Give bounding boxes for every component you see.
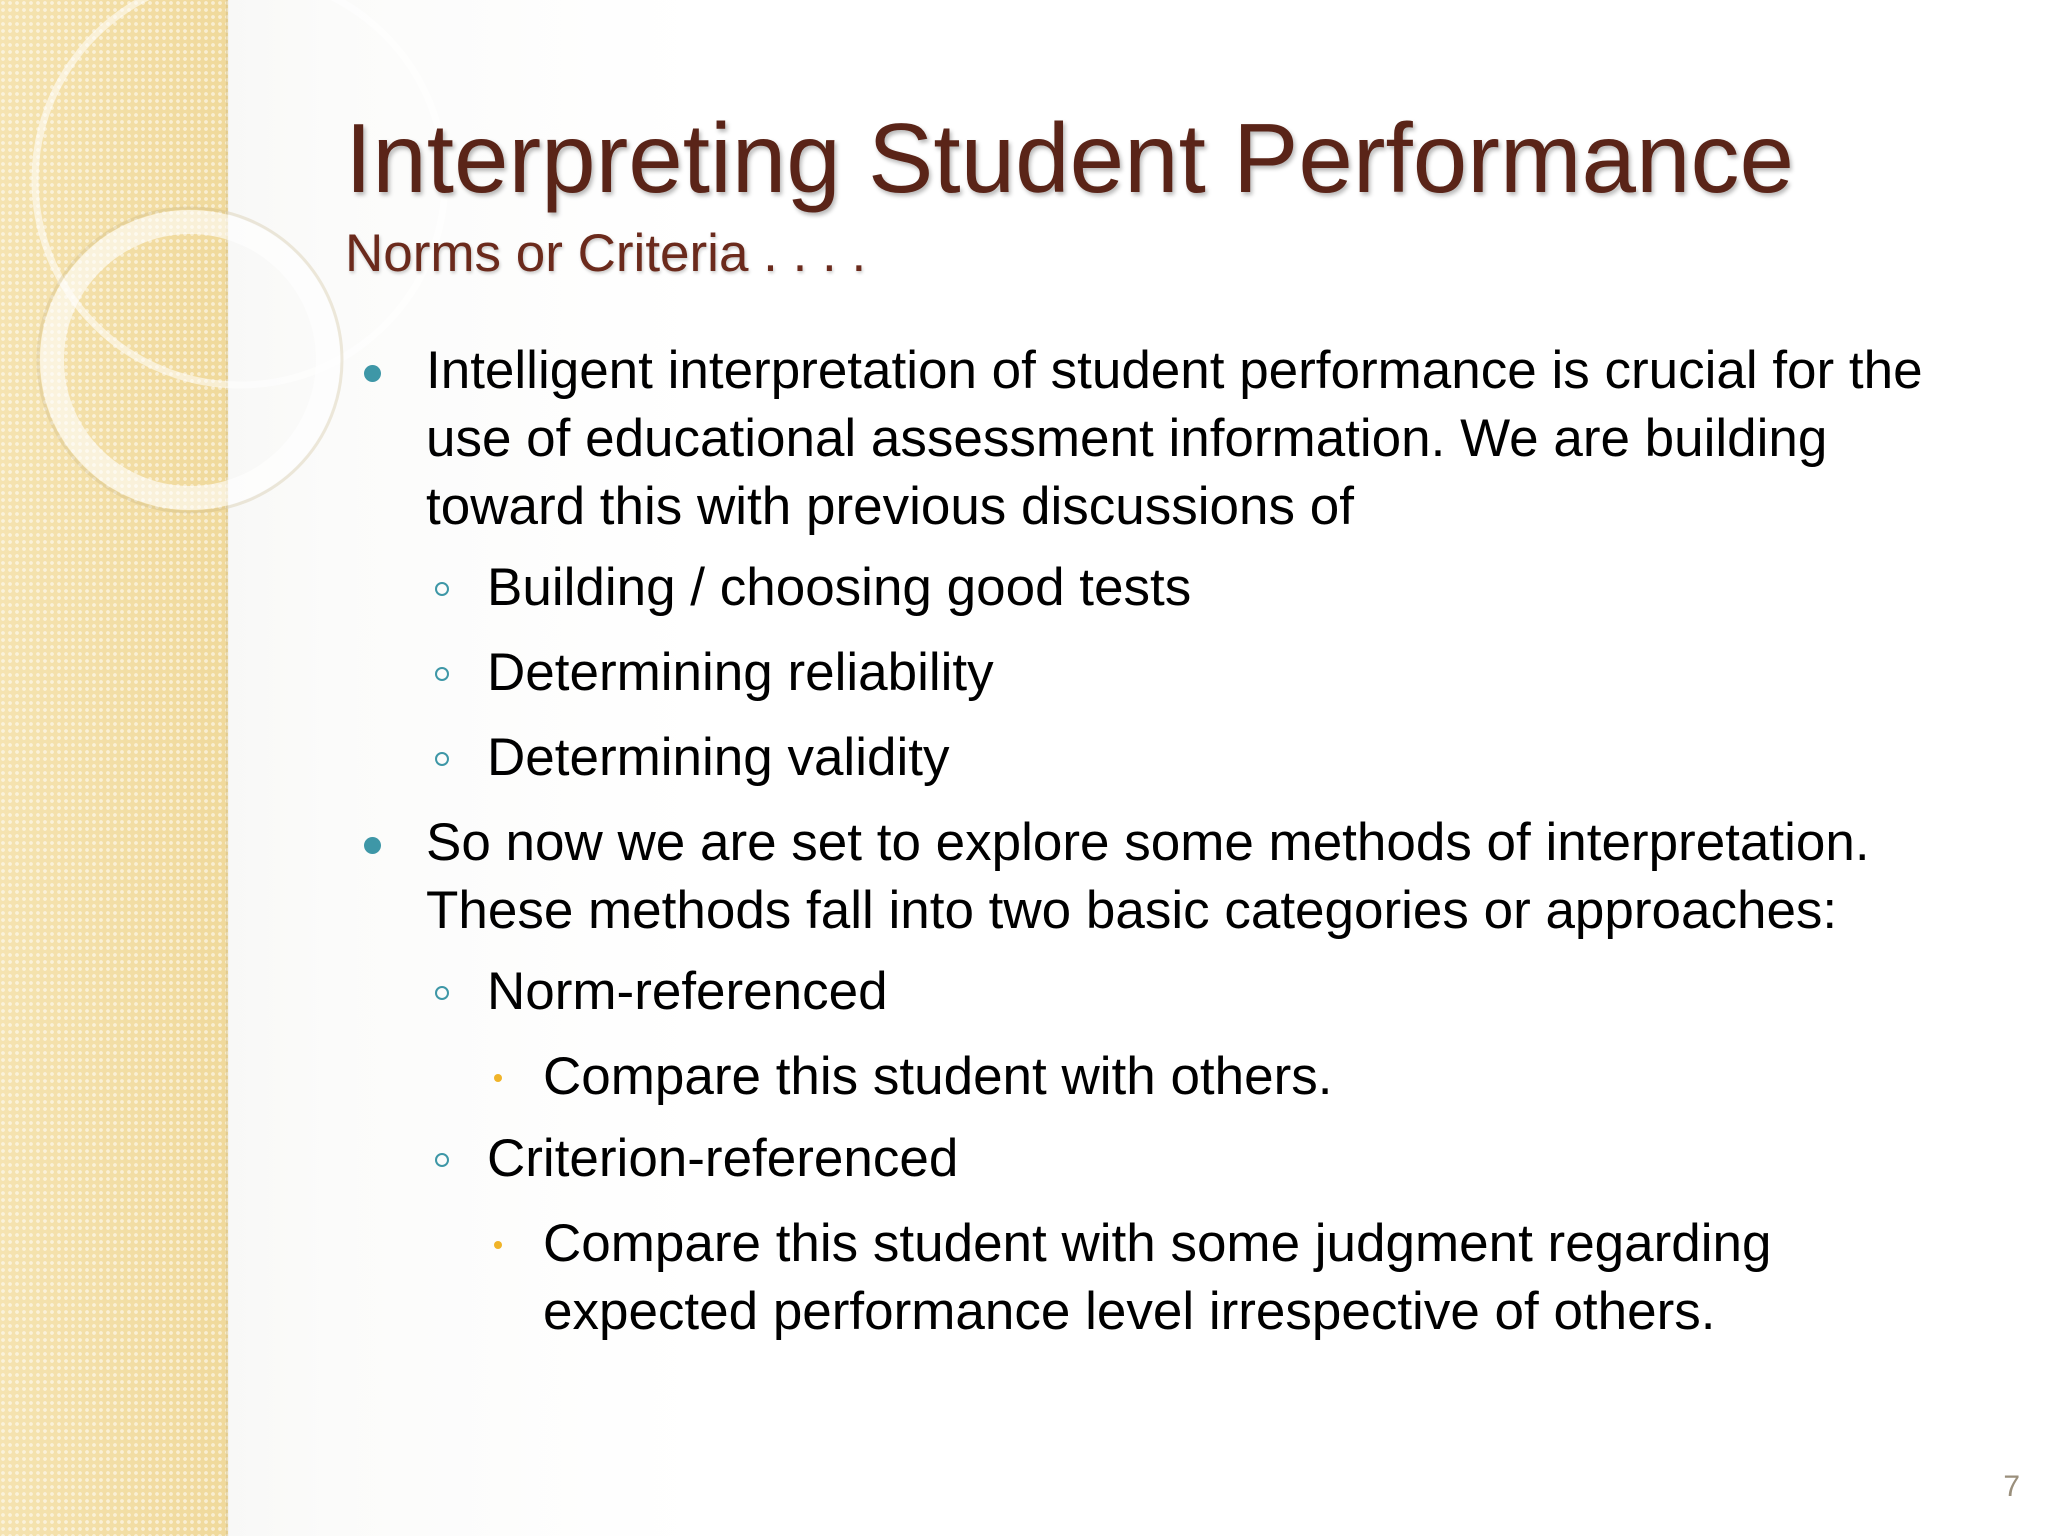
bullet-item [360,337,2000,541]
sub-bullet-item [360,639,2000,707]
slide-body [360,337,2000,1360]
bullet-text: So now we are set to explore some methods of interpretation. These methods fall into two basic categories or approaches: [426,813,1870,940]
bullet-ring-icon [435,582,449,596]
bullet-ring-icon [435,986,449,1000]
page-number: 7 [2003,1470,2020,1503]
sub-bullet-text: Norm-referenced [487,962,888,1021]
sub-bullet-text: Determining reliability [487,643,994,702]
sub-sub-bullet-text: Compare this student with others. [543,1047,1333,1106]
sub-bullet-item [360,554,2000,622]
bullet-text: Intelligent interpretation of student performance is crucial for the use of educational assessment information. We are building toward this with previous discussions of [426,341,1923,536]
sub-sub-bullet-text: Compare this student with some judgment regarding expected performance level irrespective of others. [543,1214,1772,1341]
bullet-dot-icon [364,837,381,854]
sub-bullet-text: Criterion-referenced [487,1129,959,1188]
bullet-small-dot-icon [494,1241,502,1249]
sub-bullet-text: Building / choosing good tests [487,558,1192,617]
slide-subtitle: Norms or Criteria . . . . [345,224,867,283]
bullet-item [360,809,2000,945]
decorative-rings [0,0,300,520]
bullet-dot-icon [364,365,381,382]
bullet-ring-icon [435,752,449,766]
sub-bullet-item [360,1125,2000,1193]
sub-bullet-text: Determining validity [487,728,950,787]
sub-sub-bullet-item [360,1043,2000,1111]
bullet-ring-icon [435,667,449,681]
sub-sub-bullet-item [360,1210,2000,1346]
sub-bullet-item [360,958,2000,1026]
bullet-small-dot-icon [494,1074,502,1082]
bullet-ring-icon [435,1153,449,1167]
slide-title: Interpreting Student Performance [345,103,1795,213]
sub-bullet-item [360,724,2000,792]
